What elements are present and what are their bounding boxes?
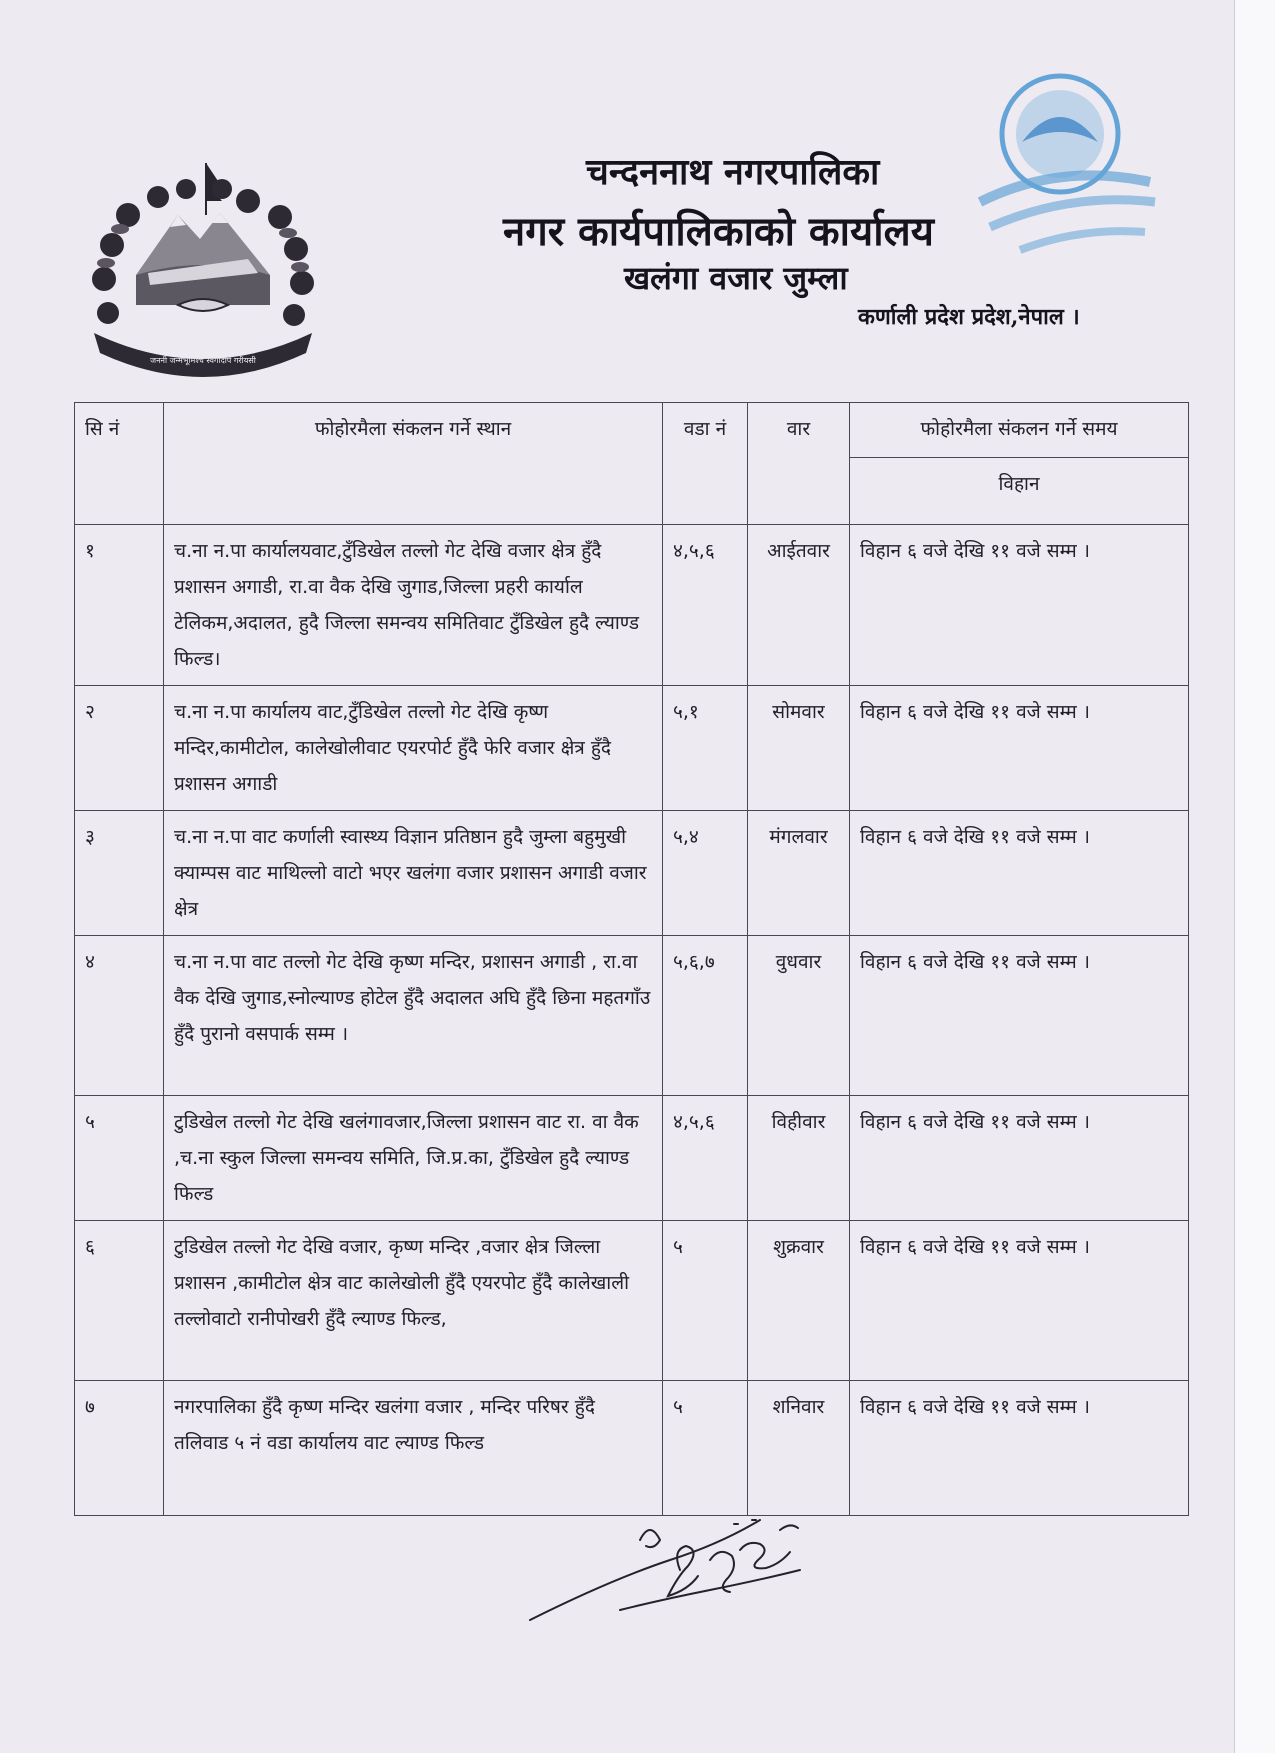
cell-day: सोमवार (748, 686, 850, 811)
cell-place: टुडिखेल तल्लो गेट देखि वजार, कृष्ण मन्दिर ,वजार क्षेत्र जिल्ला प्रशासन ,कामीटोल क्षेत्र वाट कालेखोली हुँदै एयरपोट हुँदै कालेखाली तल्लोवाटो रानीपोखरी हुँदै ल्याण्ड फिल्ड, (164, 1221, 663, 1381)
table-row (75, 811, 1189, 936)
emblem-motto: जननी जन्मभूमिश्च स्वर्गादपि गरीयसी (150, 356, 256, 365)
cell-day: शनिवार (748, 1381, 850, 1516)
cell-time: विहान ६ वजे देखि ११ वजे सम्म । (850, 936, 1189, 1096)
cell-sn: १ (75, 525, 164, 686)
cell-sn: ४ (75, 936, 164, 1096)
cell-place: च.ना न.पा कार्यालय वाट,टुँडिखेल तल्लो गेट देखि कृष्ण मन्दिर,कामीटोल, कालेखोलीवाट एयरपोर्ट हुँदै फेरि वजार क्षेत्र हुँदै प्रशासन अगाडी (164, 686, 663, 811)
office-location: खलंगा वजार जुम्ला (624, 259, 848, 297)
cell-ward: ४,५,६ (663, 525, 748, 686)
cell-time: विहान ६ वजे देखि ११ वजे सम्म । (850, 525, 1189, 686)
table-row (75, 686, 1189, 811)
header-place: फोहोरमैला संकलन गर्ने स्थान (164, 403, 663, 525)
header-time-morning: विहान (850, 458, 1189, 525)
cell-time: विहान ६ वजे देखि ११ वजे सम्म । (850, 811, 1189, 936)
cell-place: च.ना न.पा वाट तल्लो गेट देखि कृष्ण मन्दिर, प्रशासन अगाडी , रा.वा वैक देखि जुगाड,स्नोल्याण्ड होटेल हुँदै अदालत अघि हुँदै छिना महतगाँउ हुँदै पुरानो वसपार्क सम्म । (164, 936, 663, 1096)
cell-day: विहीवार (748, 1096, 850, 1221)
office-seal-icon (960, 52, 1160, 262)
cell-sn: २ (75, 686, 164, 811)
cell-time: विहान ६ वजे देखि ११ वजे सम्म । (850, 1381, 1189, 1516)
office-title: नगर कार्यपालिकाको कार्यालय (503, 208, 934, 255)
header-ward: वडा नं (663, 403, 748, 525)
cell-place: टुडिखेल तल्लो गेट देखि खलंगावजार,जिल्ला प्रशासन वाट रा. वा वैक ,च.ना स्कुल जिल्ला समन्वय समिति, जि.प्र.का, टुँडिखेल हुदै ल्याण्ड फिल्ड (164, 1096, 663, 1221)
cell-day: वुधवार (748, 936, 850, 1096)
cell-ward: ५,४ (663, 811, 748, 936)
cell-ward: ५,१ (663, 686, 748, 811)
cell-ward: ४,५,६ (663, 1096, 748, 1221)
table-row (75, 1096, 1189, 1221)
cell-sn: ६ (75, 1221, 164, 1381)
signature-icon (520, 1500, 860, 1650)
cell-ward: ५ (663, 1381, 748, 1516)
cell-ward: ५,६,७ (663, 936, 748, 1096)
cell-sn: ७ (75, 1381, 164, 1516)
cell-place: नगरपालिका हुँदै कृष्ण मन्दिर खलंगा वजार , मन्दिर परिषर हुँदै तलिवाड ५ नं वडा कार्यालय वाट ल्याण्ड फिल्ड (164, 1381, 663, 1516)
table-row (75, 525, 1189, 686)
cell-sn: ३ (75, 811, 164, 936)
cell-place: च.ना न.पा वाट कर्णाली स्वास्थ्य विज्ञान प्रतिष्ठान हुदै जुम्ला बहुमुखी क्याम्पस वाट माथिल्लो वाटो भएर खलंगा वजार प्रशासन अगाडी वजार क्षेत्र (164, 811, 663, 936)
coat-of-arms-icon (88, 155, 318, 380)
table-header-row (75, 403, 1189, 458)
cell-day: मंगलवार (748, 811, 850, 936)
municipality-name: चन्दननाथ नगरपालिका (586, 151, 880, 193)
cell-ward: ५ (663, 1221, 748, 1381)
cell-day: शुक्रवार (748, 1221, 850, 1381)
collection-schedule-table (74, 402, 1189, 1516)
cell-time: विहान ६ वजे देखि ११ वजे सम्म । (850, 686, 1189, 811)
cell-day: आईतवार (748, 525, 850, 686)
header-sn: सि नं (75, 403, 164, 525)
header-time: फोहोरमैला संकलन गर्ने समय (850, 403, 1189, 458)
cell-place: च.ना न.पा कार्यालयवाट,टुँडिखेल तल्लो गेट देखि वजार क्षेत्र हुँदै प्रशासन अगाडी, रा.वा वैक देखि जुगाड,जिल्ला प्रहरी कार्याल टेलिकम,अदालत, हुदै जिल्ला समन्वय समितिवाट टुँडिखेल हुदै ल्याण्ड फिल्ड। (164, 525, 663, 686)
table-row (75, 936, 1189, 1096)
page-edge (1234, 0, 1275, 1753)
cell-time: विहान ६ वजे देखि ११ वजे सम्म । (850, 1096, 1189, 1221)
cell-time: विहान ६ वजे देखि ११ वजे सम्म । (850, 1221, 1189, 1381)
table-row (75, 1381, 1189, 1516)
table-row (75, 1221, 1189, 1381)
province-line: कर्णाली प्रदेश प्रदेश,नेपाल । (858, 304, 1080, 330)
cell-sn: ५ (75, 1096, 164, 1221)
header-day: वार (748, 403, 850, 525)
